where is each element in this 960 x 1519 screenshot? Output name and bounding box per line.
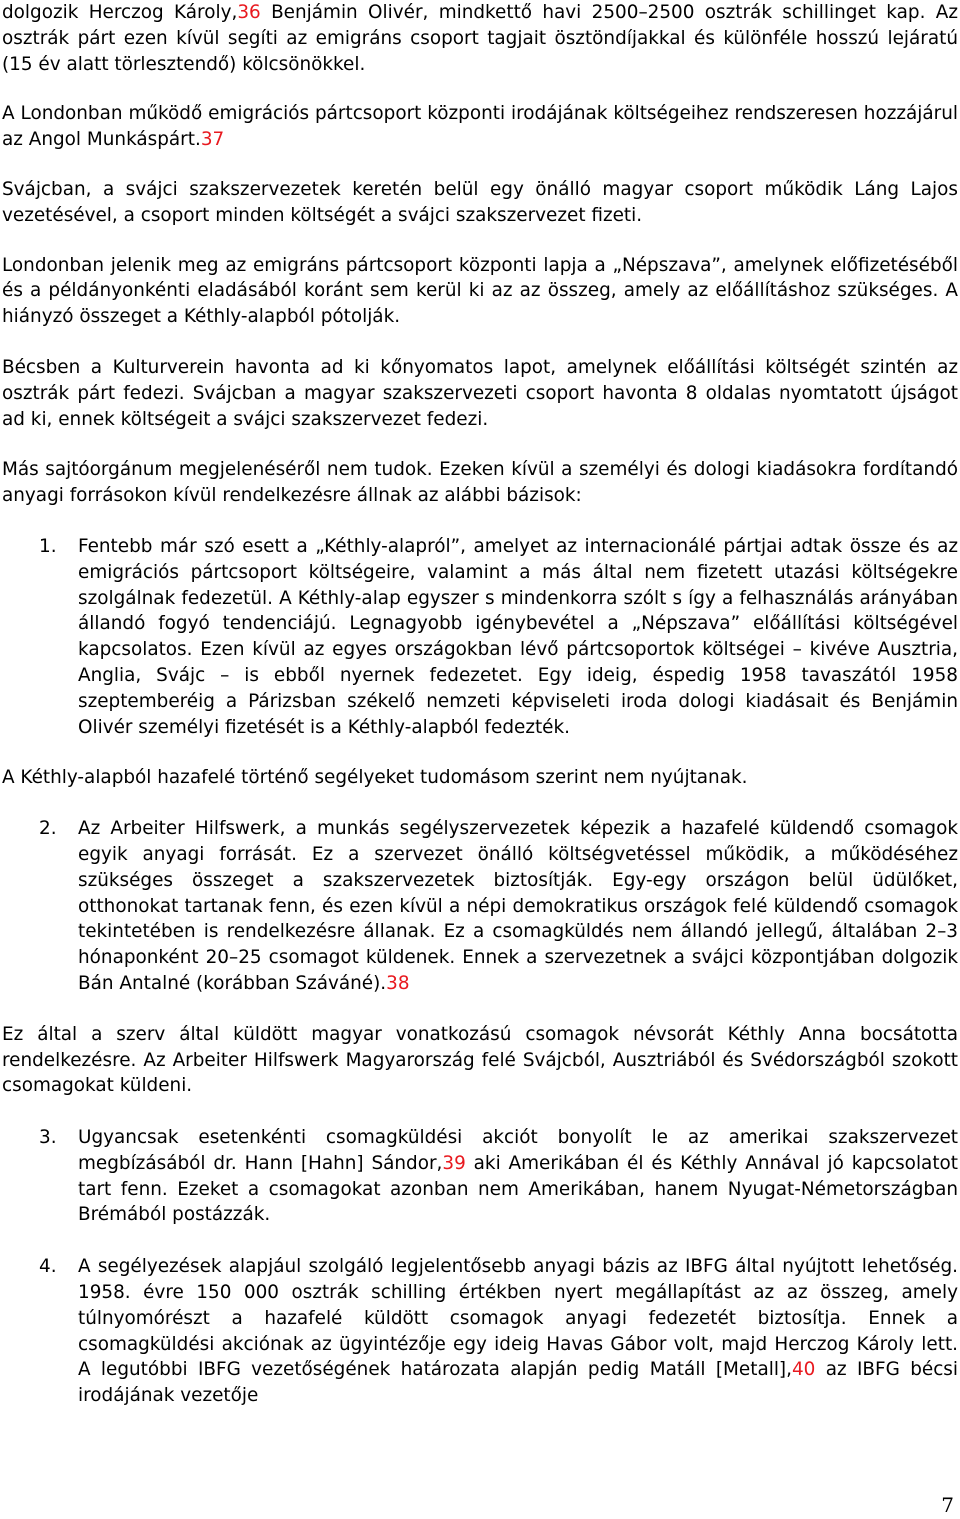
list-item-3-text-a: Ugyancsak esetenkénti csomagküldési akciót bonyolít le az amerikai szakszervezet megbízásából dr. Hann [Hahn] Sándor,: [78, 1127, 958, 1174]
list-item-2: [2, 816, 958, 997]
footnote-ref-36[interactable]: 36: [237, 2, 261, 23]
footnote-ref-40[interactable]: 40: [791, 1359, 816, 1381]
footnote-ref-37[interactable]: 37: [200, 129, 225, 151]
list-number-3: 3.: [39, 1127, 57, 1149]
list-item-4-text-a: A segélyezések alapjául szolgáló legjelentősebb anyagi bázis az IBFG által nyújtott lehetőség. 1958. évre 150 000 osztrák schilling értékben nyert megállapítást az az összeg, amely túlnyomórészt a hazafelé küldött csomagok anyagi fedezetét biztosítja. Ennek a csomagküldési akciónak az ügyintézője egy ideig Havas Gábor volt, majd Herczog Károly lett. A legutóbbi IBFG vezetőségének határozata alapján pedig Matáll [Metall],: [78, 1256, 958, 1381]
list-item-2-text: Az Arbeiter Hilfswerk, a munkás segélyszervezetek képezik a hazafelé küldendő csomagok egyik anyagi forrását. Ez a szervezet önálló költségvetéssel működik, a működéséhez szükséges összeget a szakszervezetek biztosítják. Egy-egy országon belül üdülőket, otthonokat tartanak fenn, és ezen kívül a népi demokratikus országok felé küldendő csomagok tekintetében is rendelkezésre állanak. Ez a csomagküldés nem állandó jellegű, általában 2–3 hónaponként 20–25 csomagot küldenek. Ennek a szervezetnek a svájci központjában dolgozik Bán Antalné (korábban Száváné).: [78, 818, 958, 994]
paragraph-7: A Kéthly-alapból hazafelé történő segélyeket tudomásom szerint nem nyújtanak.: [2, 767, 748, 789]
footnote-ref-39[interactable]: 39: [442, 1152, 466, 1174]
paragraph-3: Svájcban, a svájci szakszervezetek keretén belül egy önálló magyar csoport működik Láng Lajos vezetésével, a csoport minden költségét a svájci szakszervezet fizeti.: [2, 178, 958, 226]
list-item-4-text-b: az IBFG bécsi irodájának vezetője: [78, 1359, 958, 1407]
footnote-ref-38[interactable]: 38: [386, 972, 410, 994]
list-item-3-text-b: aki Amerikában él és Kéthly Annával jó kapcsolatot tart fenn. Ezeket a csomagokat azonban nem Amerikában, hanem Nyugat-Németországban Brémából postázzák.: [78, 1152, 958, 1226]
list-item-3: [2, 1125, 958, 1228]
paragraph-2: [2, 101, 958, 153]
paragraph-6: Más sajtóorgánum megjelenéséről nem tudok. Ezeken kívül a személyi és dologi kiadásokra fordítandó anyagi forrásokon kívül rendelkezésre állnak az alábbi bázisok:: [2, 459, 958, 507]
paragraph-4: Londonban jelenik meg az emigráns pártcsoport központi lapja a „Népszava”, amelynek előfizetéséből és a példányonkénti eladásából koránt sem kerül ki az az összeg, amely az előállításhoz szükséges. A hiányzó összeget a Kéthly-alapból pótolják.: [2, 254, 958, 328]
list-item-1: [2, 534, 958, 740]
paragraph-1-text-a: dolgozik Herczog Károly,: [2, 2, 238, 23]
page-number: 7: [941, 1493, 954, 1517]
paragraph-1: [2, 0, 958, 77]
paragraph-2-text: A Londonban működő emigrációs pártcsoport központi irodájának költségeihez rendszeresen hozzájárul az Angol Munkáspárt.: [2, 103, 958, 151]
list-item-1-text: Fentebb már szó esett a „Kéthly-alapról”, amelyet az internacionálé pártjai adtak össze és az emigrációs pártcsoport költségeire, valamint a más által nem fizetett utazási költségekre szolgálnak fedezetül. A Kéthly-alap egyszer s mindenkorra szólt s így a felhasználás arányában állandó fogyó tendenciájú. Legnagyobb igénybevétel a „Népszava” előállítási költségével kapcsolatos. Ezen kívül az egyes országokban lévő pártcsoportok költségei – kivéve Ausztria, Anglia, Svájc – is ebből nyernek fedezetet. Egy ideig, éspedig 1958 tavaszától 1958 szeptemberéig a Párizsban székelő nemzeti képviseleti iroda dologi kiadásait és Benjámin Olivér személyi fizetését is a Kéthly-alapból fedezték.: [78, 535, 958, 738]
paragraph-1-text-b: Benjámin Olivér, mindkettő havi 2500–2500 osztrák schillinget kap. Az osztrák párt ezen kívül segíti az emigráns csoport tagjait ösztöndíjakkal és különféle hosszú lejáratú (15 év alatt törlesztendő) kölcsönökkel.: [2, 2, 958, 75]
paragraph-8: Ez által a szerv által küldött magyar vonatkozású csomagok névsorát Kéthly Anna bocsátotta rendelkezésre. Az Arbeiter Hilfswerk Magyarország felé Svájcból, Ausztriából és Svédországból szokott csomagokat küldeni.: [2, 1023, 958, 1097]
paragraph-5: Bécsben a Kulturverein havonta ad ki kőnyomatos lapot, amelynek előállítási költségét szintén az osztrák párt fedezi. Svájcban a magyar szakszervezeti csoport havonta 8 oldalas nyomtatott újságot ad ki, ennek költségeit a svájci szakszervezet fedezi.: [2, 356, 958, 430]
list-number-1: 1.: [39, 535, 57, 557]
list-item-4: [2, 1254, 958, 1409]
list-number-4: 4.: [39, 1256, 57, 1278]
list-number-2: 2.: [39, 818, 57, 840]
